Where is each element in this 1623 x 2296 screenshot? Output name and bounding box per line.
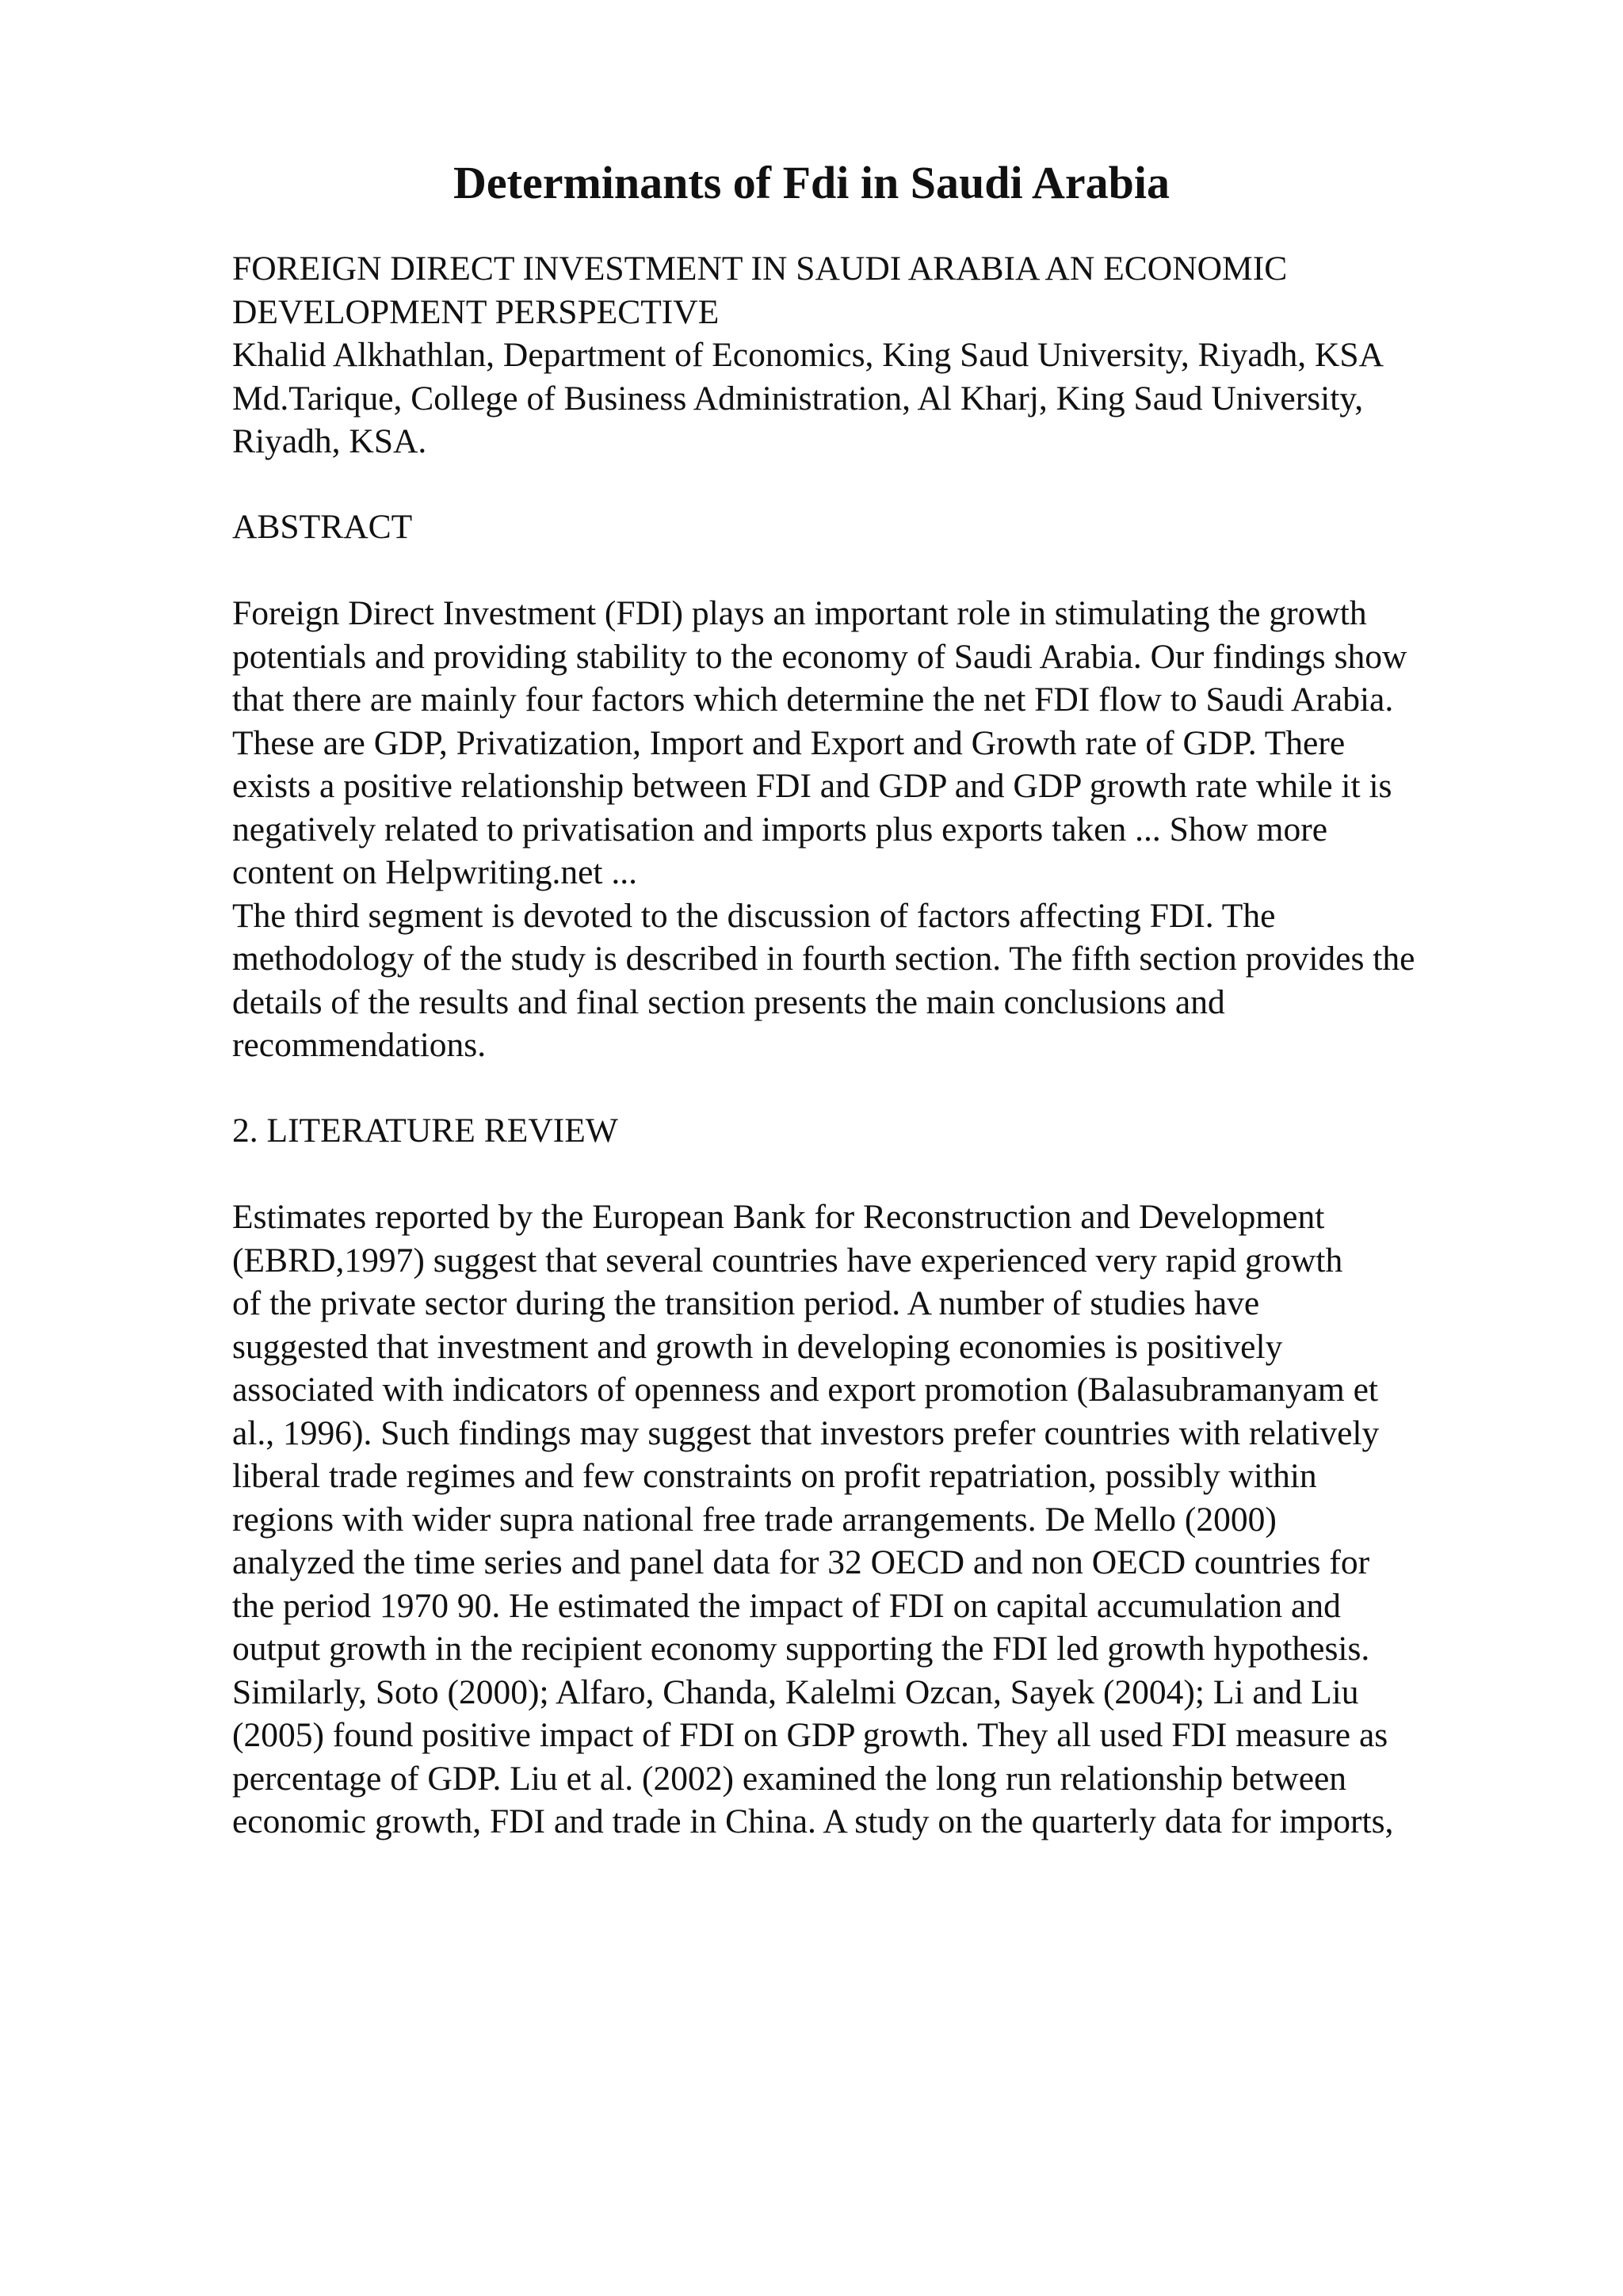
literature-heading xyxy=(232,1109,1548,1153)
body-line: suggested that investment and growth in developing economies is positively xyxy=(232,1327,1283,1366)
abstract-body xyxy=(232,592,1548,1067)
author-line: Riyadh, KSA. xyxy=(232,422,427,460)
body-line: that there are mainly four factors which determine the net FDI flow to Saudi Arabia. xyxy=(232,681,1394,719)
header-line: FOREIGN DIRECT INVESTMENT IN SAUDI ARABIA AN ECONOMIC xyxy=(232,250,1288,288)
document-title: Determinants of Fdi in Saudi Arabia xyxy=(453,157,1170,208)
header-line: DEVELOPMENT PERSPECTIVE xyxy=(232,292,720,331)
body-line: (2005) found positive impact of FDI on GDP growth. They all used FDI measure as xyxy=(232,1716,1388,1754)
body-line: economic growth, FDI and trade in China. A study on the quarterly data for imports, xyxy=(232,1802,1394,1840)
body-line: negatively related to privatisation and imports plus exports taken ... Show more xyxy=(232,810,1328,849)
body-line: of the private sector during the transition period. A number of studies have xyxy=(232,1284,1260,1322)
section-heading: 2. LITERATURE REVIEW xyxy=(232,1112,618,1150)
body-line: details of the results and final section presents the main conclusions and xyxy=(232,982,1225,1021)
body-line: Similarly, Soto (2000); Alfaro, Chanda, Kalelmi Ozcan, Sayek (2004); Li and Liu xyxy=(232,1672,1359,1711)
body-line: percentage of GDP. Liu et al. (2002) examined the long run relationship between xyxy=(232,1759,1347,1798)
body-line: Foreign Direct Investment (FDI) plays an important role in stimulating the growth xyxy=(232,594,1367,632)
body-line: analyzed the time series and panel data for 32 OECD and non OECD countries for xyxy=(232,1543,1370,1581)
body-line: output growth in the recipient economy supporting the FDI led growth hypothesis. xyxy=(232,1630,1370,1668)
literature-body xyxy=(232,1196,1548,1844)
body-line: recommendations. xyxy=(232,1026,487,1064)
body-line: These are GDP, Privatization, Import and Export and Growth rate of GDP. There xyxy=(232,723,1346,762)
author-line: Khalid Alkhathlan, Department of Economics, King Saud University, Riyadh, KSA xyxy=(232,336,1384,374)
body-line: liberal trade regimes and few constraints on profit repatriation, possibly within xyxy=(232,1457,1317,1495)
body-line: al., 1996). Such findings may suggest that investors prefer countries with relatively xyxy=(232,1413,1380,1452)
body-line: methodology of the study is described in fourth section. The fifth section provides the xyxy=(232,940,1415,978)
paper-header xyxy=(232,247,1548,463)
body-line: content on Helpwriting.net ... xyxy=(232,853,638,891)
abstract-heading xyxy=(232,505,1548,549)
body-line: the period 1970 90. He estimated the impact of FDI on capital accumulation and xyxy=(232,1586,1341,1625)
author-line: Md.Tarique, College of Business Administration, Al Kharj, King Saud University, xyxy=(232,379,1364,418)
body-line: regions with wider supra national free trade arrangements. De Mello (2000) xyxy=(232,1500,1277,1539)
body-line: Estimates reported by the European Bank for Reconstruction and Development xyxy=(232,1198,1325,1236)
body-line: (EBRD,1997) suggest that several countries have experienced very rapid growth xyxy=(232,1241,1343,1280)
section-heading: ABSTRACT xyxy=(232,508,413,546)
body-line: associated with indicators of openness and export promotion (Balasubramanyam et xyxy=(232,1371,1378,1409)
body-line: exists a positive relationship between FDI and GDP and GDP growth rate while it is xyxy=(232,767,1392,805)
body-line: The third segment is devoted to the discussion of factors affecting FDI. The xyxy=(232,896,1276,935)
body-line: potentials and providing stability to the economy of Saudi Arabia. Our findings show xyxy=(232,637,1407,676)
